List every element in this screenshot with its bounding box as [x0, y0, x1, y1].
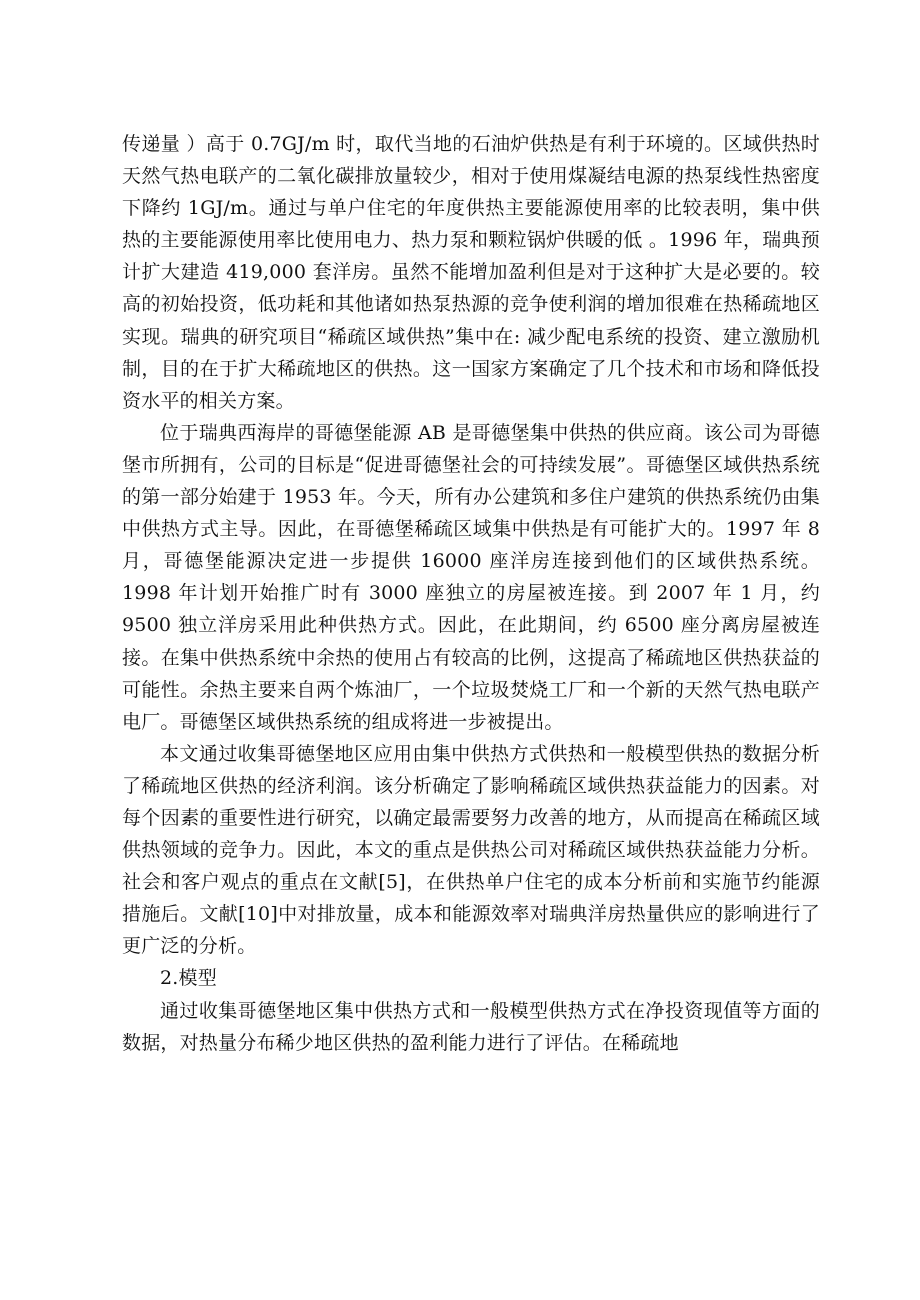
- paragraph-model-intro: 通过收集哥德堡地区集中供热方式和一般模型供热方式在净投资现值等方面的数据，对热量分布稀少地区供热的盈利能力进行了评估。在稀疏地: [122, 999, 820, 1054]
- paragraph-goteborg-energy: 位于瑞典西海岸的哥德堡能源 AB 是哥德堡集中供热的供应商。该公司为哥德堡市所拥有，公司的目标是“促进哥德堡社会的可持续发展”。哥德堡区域供热系统的第一部分始建于 1953 年。今天，所有办公建筑和多住户建筑的供热系统仍由集中供热方式主导。因此，在哥德堡稀疏区域集中供热是有可能扩大的。1997 年 8 月，哥德堡能源决定进一步提供 16000 座洋房连接到他们的区域供热系统。1998 年计划开始推广时有 3000 座独立的房屋被连接。到 2007 年 1 月，约 9500 独立洋房采用此种供热方式。因此，在此期间，约 6500 座分离房屋被连接。在集中供热系统中余热的使用占有较高的比例，这提高了稀疏地区供热获益的可能性。余热主要来自两个炼油厂，一个垃圾焚烧工厂和一个新的天然气热电联产电厂。哥德堡区域供热系统的组成将进一步被提出。: [122, 421, 820, 733]
- paragraph-analysis-scope: 本文通过收集哥德堡地区应用由集中供热方式供热和一般模型供热的数据分析了稀疏地区供热的经济利润。该分析确定了影响稀疏区域供热获益能力的因素。对每个因素的重要性进行研究，以确定最需要努力改善的地方，从而提高在稀疏区域供热领域的竞争力。因此，本文的重点是供热公司对稀疏区域供热获益能力分析。社会和客户观点的重点在文献[5]，在供热单户住宅的成本分析前和实施节约能源措施后。文献[10]中对排放量，成本和能源效率对瑞典洋房热量供应的影响进行了更广泛的分析。: [122, 742, 820, 958]
- section-heading-model: 2.模型: [160, 967, 217, 990]
- document-body: [122, 128, 820, 1059]
- paragraph-intro-continued: 传递量 ）高于 0.7GJ/m 时，取代当地的石油炉供热是有利于环境的。区域供热时天然气热电联产的二氧化碳排放量较少，相对于使用煤凝结电源的热泵线性热密度下降约 1GJ/m。通过与单户住宅的年度供热主要能源使用率的比较表明，集中供热的主要能源使用率比使用电力、热力泵和颗粒锅炉供暖的低 。1996 年，瑞典预计扩大建造 419,000 套洋房。虽然不能增加盈利但是对于这种扩大是必要的。较高的初始投资，低功耗和其他诸如热泵热源的竞争使利润的增加很难在热稀疏地区实现。瑞典的研究项目“稀疏区域供热”集中在: 减少配电系统的投资、建立激励机制，目的在于扩大稀疏地区的供热。这一国家方案确定了几个技术和市场和降低投资水平的相关方案。: [122, 133, 820, 412]
